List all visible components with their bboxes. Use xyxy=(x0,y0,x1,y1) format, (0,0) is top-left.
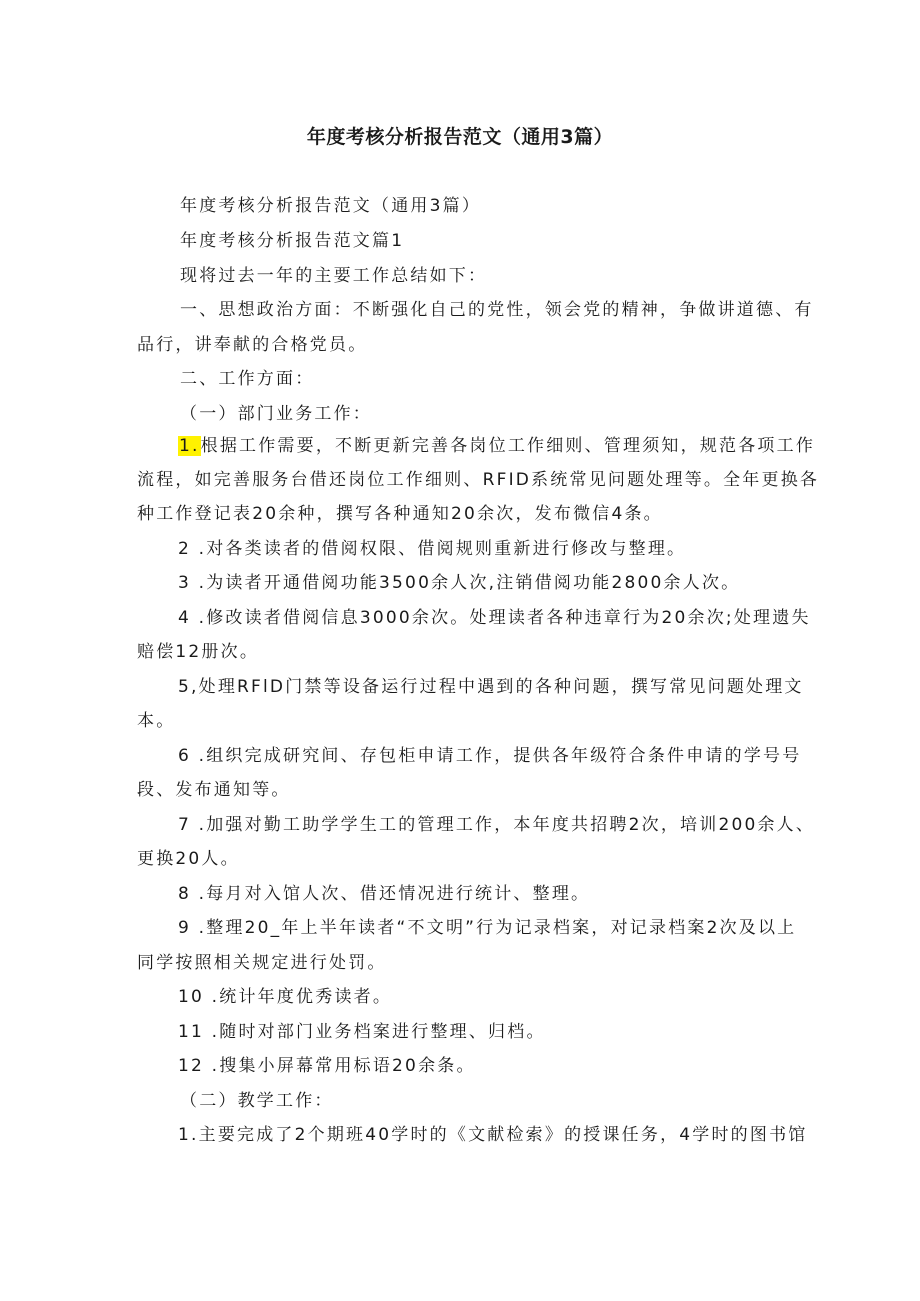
text-line: 一、思想政治方面：不断强化自己的党性，领会党的精神，争做讲道德、有 xyxy=(180,300,814,320)
text-line: 本。 xyxy=(137,711,176,731)
text-line: 二、工作方面： xyxy=(180,369,315,389)
text-line: 更换20人。 xyxy=(137,849,240,869)
text-line: 现将过去一年的主要工作总结如下： xyxy=(180,266,488,286)
text-line: 12 .搜集小屏幕常用标语20余条。 xyxy=(178,1056,476,1076)
text-line: 流程，如完善服务台借还岗位工作细则、RFID系统常见问题处理等。全年更换各 xyxy=(137,470,820,490)
document-title: 年度考核分析报告范文（通用3篇） xyxy=(306,126,614,148)
text-line-body: 根据工作需要，不断更新完善各岗位工作细则、管理须知，规范各项工作 xyxy=(200,436,816,456)
text-line: 1.主要完成了2个期班40学时的《文献检索》的授课任务，4学时的图书馆 xyxy=(178,1125,808,1145)
text-line: 10 .统计年度优秀读者。 xyxy=(178,987,393,1007)
text-line: 同学按照相关规定进行处罚。 xyxy=(137,953,387,973)
text-line: 4 .修改读者借阅信息3000余次。处理读者各种违章行为20余次;处理遗失 xyxy=(178,608,811,628)
text-line: 赔偿12册次。 xyxy=(137,642,260,662)
text-line: 2 .对各类读者的借阅权限、借阅规则重新进行修改与整理。 xyxy=(178,539,687,559)
text-line: 11 .随时对部门业务档案进行整理、归档。 xyxy=(178,1022,546,1042)
text-line xyxy=(178,434,815,458)
text-line: 9 .整理20_年上半年读者“不文明”行为记录档案，对记录档案2次及以上 xyxy=(178,918,797,938)
text-line: 5,处理RFlD门禁等设备运行过程中遇到的各种问题，撰写常见问题处理文 xyxy=(178,677,804,697)
text-line: 种工作登记表20余种，撰写各种通知20余次，发布微信4条。 xyxy=(137,504,663,524)
text-line: （一）部门业务工作： xyxy=(180,404,372,424)
text-line: 品行，讲奉献的合格党员。 xyxy=(137,335,368,355)
text-line: 段、发布通知等。 xyxy=(137,780,291,800)
text-line: 7 .加强对勤工助学学生工的管理工作，本年度共招聘2次，培训200余人、 xyxy=(178,815,816,835)
text-line: 年度考核分析报告范文（通用3篇） xyxy=(180,196,482,216)
text-line: （二）教学工作： xyxy=(180,1091,334,1111)
text-line: 3 .为读者开通借阅功能3500余人次,注销借阅功能2800余人次。 xyxy=(178,573,741,593)
text-line: 8 .每月对入馆人次、借还情况进行统计、整理。 xyxy=(178,884,591,904)
text-line: 6 .组织完成研究间、存包柜申请工作，提供各年级符合条件申请的学号号 xyxy=(178,746,802,766)
text-line: 年度考核分析报告范文篇1 xyxy=(180,231,405,251)
highlighted-item-number: 1. xyxy=(179,436,200,456)
